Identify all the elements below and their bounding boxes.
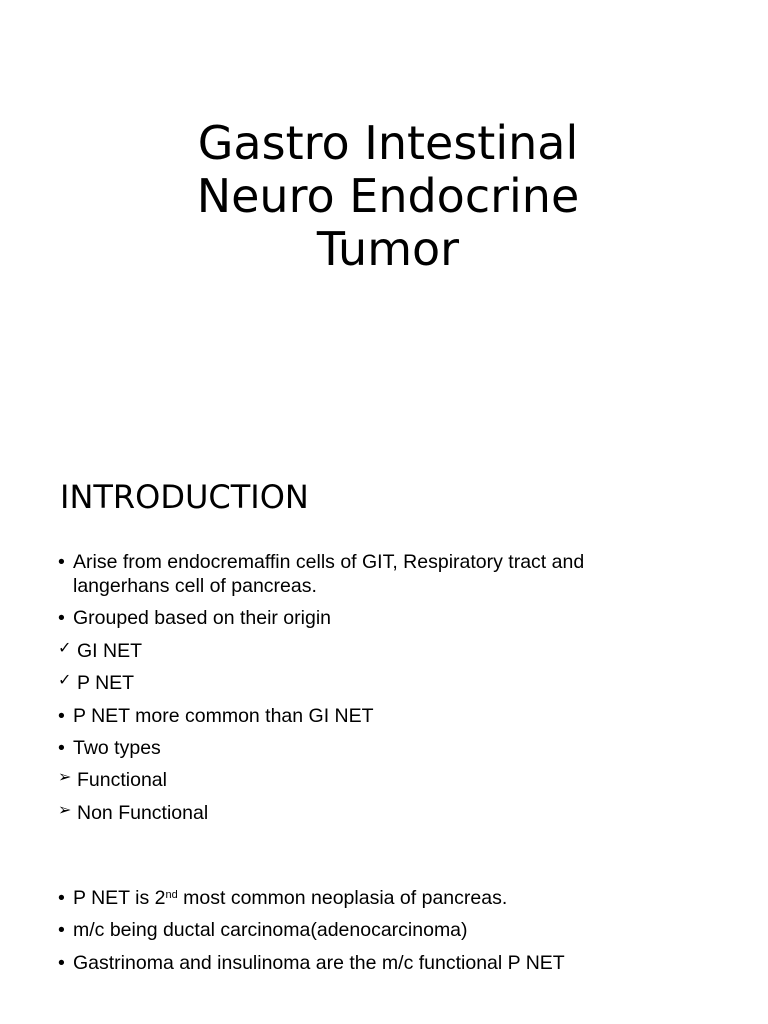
title-line-2: Neuro Endocrine	[196, 169, 580, 223]
arrow-icon: ➢	[58, 767, 72, 787]
bullet-icon: •	[58, 919, 65, 942]
list-item-text: Non Functional	[77, 801, 209, 824]
facts-bullet-list	[58, 886, 678, 983]
list-item	[58, 736, 678, 760]
list-item	[58, 918, 678, 942]
list-item-text: Two types	[73, 736, 161, 759]
list-item	[58, 886, 678, 910]
bullet-icon: •	[58, 551, 65, 573]
bullet-icon: •	[58, 736, 65, 759]
list-item-text	[73, 887, 507, 909]
list-item	[58, 768, 678, 792]
list-item-text: P NET more common than GI NET	[73, 704, 374, 727]
bullet-icon: •	[58, 887, 65, 909]
text-after: most common neoplasia of pancreas.	[177, 887, 508, 909]
list-item	[58, 550, 678, 598]
checkmark-icon: ✓	[58, 670, 72, 690]
bullet-icon: •	[58, 607, 65, 630]
list-item-text: GI NET	[77, 639, 143, 662]
list-item	[58, 671, 678, 695]
bullet-icon: •	[58, 704, 65, 727]
list-item	[58, 639, 678, 663]
bullet-icon: •	[58, 951, 65, 974]
list-item	[58, 801, 678, 825]
title-line-3: Tumor	[316, 222, 460, 276]
text-before: P NET is 2	[73, 887, 166, 909]
list-item-text: m/c being ductal carcinoma(adenocarcinoma)	[73, 919, 468, 942]
list-item-text: Arise from endocremaffin cells of GIT, Respiratory tract and langerhans cell of pancreas.	[73, 551, 585, 597]
list-item	[58, 704, 678, 728]
section-heading: INTRODUCTION	[60, 478, 309, 516]
intro-bullet-list	[58, 550, 678, 833]
checkmark-icon: ✓	[58, 637, 72, 657]
list-item	[58, 951, 678, 975]
title-line-1: Gastro Intestinal	[197, 116, 579, 170]
list-item	[58, 606, 678, 630]
list-item-text: Gastrinoma and insulinoma are the m/c functional P NET	[73, 951, 565, 974]
slide-title	[150, 117, 626, 276]
superscript: nd	[165, 889, 178, 901]
list-item-text: Functional	[77, 769, 167, 792]
arrow-icon: ➢	[58, 799, 72, 819]
list-item-text: P NET	[77, 672, 135, 695]
list-item-text: Grouped based on their origin	[73, 607, 332, 630]
